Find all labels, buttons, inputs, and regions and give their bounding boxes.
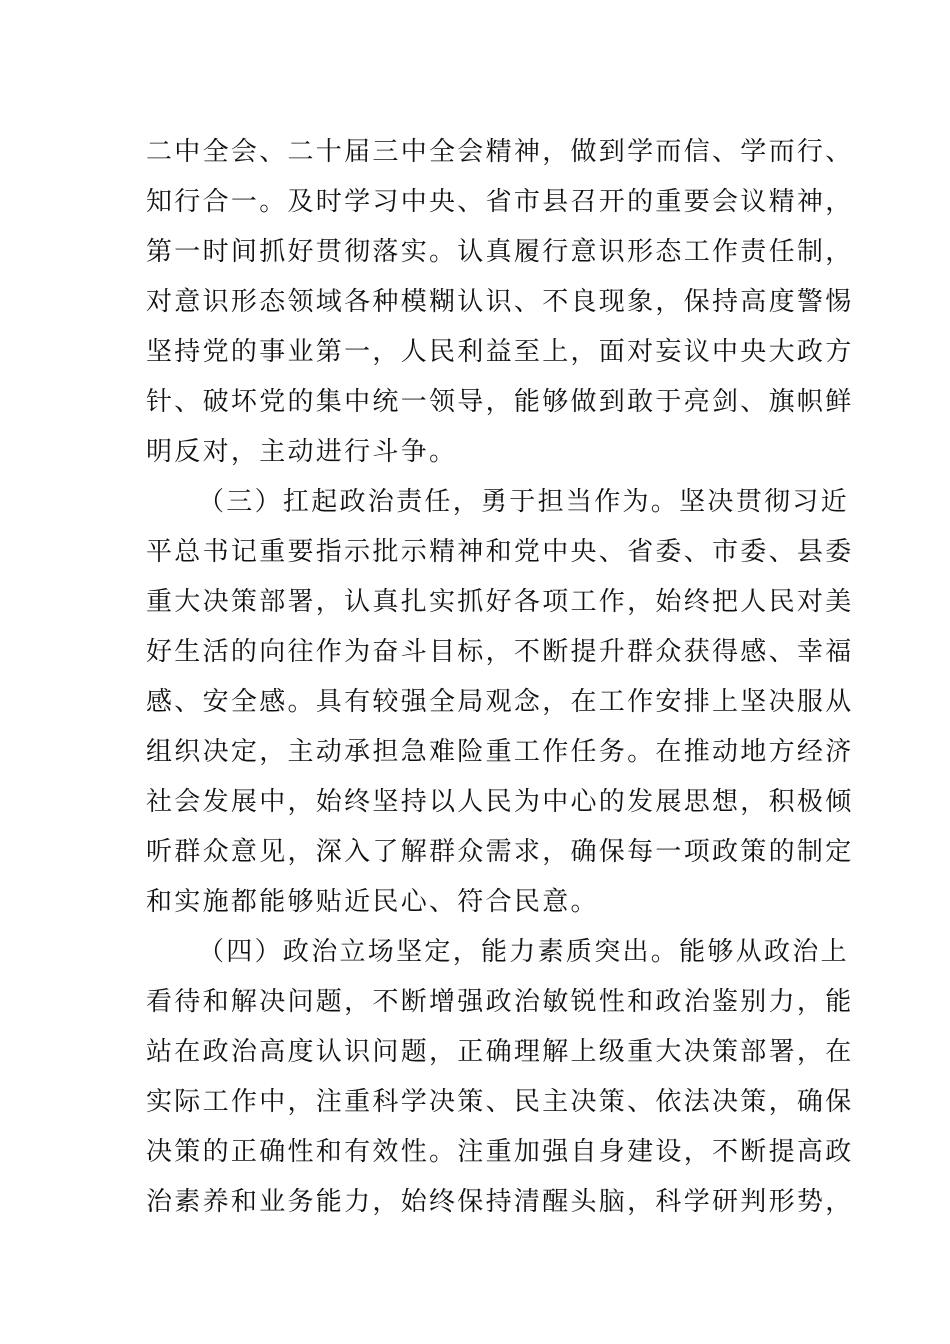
text-line-1: 二中全会、二十届三中全会精神，做到学而信、学而行、	[146, 137, 854, 167]
text-line-7: 明反对，主动进行斗争。	[146, 437, 458, 467]
text-line-13: 组织决定，主动承担急难险重工作任务。在推动地方经济	[146, 737, 854, 767]
text-line-20: 实际工作中，注重科学决策、民主决策、依法决策，确保	[146, 1087, 854, 1117]
text-line-2: 知行合一。及时学习中央、省市县召开的重要会议精神，	[146, 187, 854, 217]
text-line-18: 看待和解决问题，不断增强政治敏锐性和政治鉴别力，能	[146, 987, 854, 1017]
section-three-heading-line: （三）扛起政治责任，勇于担当作为。坚决贯彻习近	[198, 487, 849, 517]
text-line-12: 感、安全感。具有较强全局观念，在工作安排上坚决服从	[146, 687, 854, 717]
text-line-3: 第一时间抓好贯彻落实。认真履行意识形态工作责任制，	[146, 237, 854, 267]
text-line-14: 社会发展中，始终坚持以人民为中心的发展思想，积极倾	[146, 787, 854, 817]
text-line-11: 好生活的向往作为奋斗目标，不断提升群众获得感、幸福	[146, 637, 854, 667]
text-line-19: 站在政治高度认识问题，正确理解上级重大决策部署，在	[146, 1037, 854, 1067]
text-line-16: 和实施都能够贴近民心、符合民意。	[146, 887, 599, 917]
section-four-heading-line: （四）政治立场坚定，能力素质突出。能够从政治上	[198, 937, 849, 967]
text-line-21: 决策的正确性和有效性。注重加强自身建设，不断提高政	[146, 1137, 854, 1167]
text-line-15: 听群众意见，深入了解群众需求，确保每一项政策的制定	[146, 837, 854, 867]
text-line-5: 坚持党的事业第一，人民利益至上，面对妄议中央大政方	[146, 337, 854, 367]
text-line-6: 针、破坏党的集中统一领导，能够做到敢于亮剑、旗帜鲜	[146, 387, 854, 417]
text-line-4: 对意识形态领域各种模糊认识、不良现象，保持高度警惕	[146, 287, 854, 317]
text-line-9: 平总书记重要指示批示精神和党中央、省委、市委、县委	[146, 537, 854, 567]
text-line-10: 重大决策部署，认真扎实抓好各项工作，始终把人民对美	[146, 587, 854, 617]
text-line-22: 治素养和业务能力，始终保持清醒头脑，科学研判形势，	[146, 1187, 854, 1217]
